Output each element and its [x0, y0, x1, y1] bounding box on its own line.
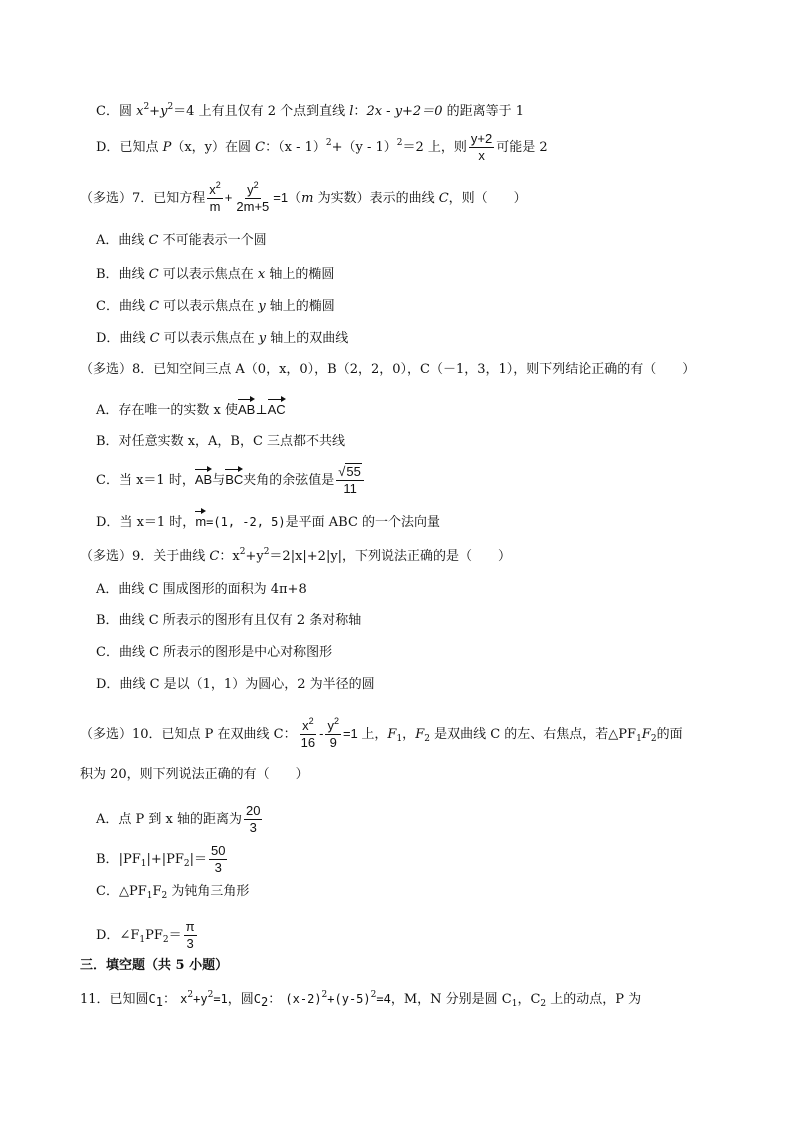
q10-stem: （多选）10．已知点 P 在双曲线 C： $\frac{x^2}{16}$ - $\frac{y^2}{9}$ =1 上，$F_1$，$F_2$ 是双曲线 C 的左、右焦点，若$\triangle PF_1F_2$的面: [80, 716, 683, 750]
q7-option-a: A．曲线 C 不可能表示一个圆: [96, 233, 267, 248]
fraction-20-3: $\frac{20}{3}$: [246, 803, 261, 835]
fraction: $\frac{y+2}{x}$: [470, 131, 493, 163]
q10-option-c: C．$\triangle PF_1F_2$ 为钝角三角形: [96, 884, 250, 901]
q10-option-a: A．点 P 到 x 轴的距离为 $\frac{20}{3}$: [96, 803, 261, 835]
q8-stem: （多选）8．已知空间三点 A（0，x，0），B（2，2，0），C（－1，3，1），则下列结论正确的有（ ）: [80, 362, 696, 377]
fraction-pi-3: $\frac{\pi}{3}$: [185, 919, 195, 951]
q8-option-b: B．对任意实数 x，A，B，C 三点都不共线: [96, 434, 346, 449]
q9-stem: （多选）9．关于曲线 C：$x^2+y^2=2|x|+2|y|$，下列说法正确的是（ ）: [80, 547, 512, 564]
fraction-sqrt55-11: $\frac{√55}{11}$: [336, 464, 364, 497]
q6-option-c: C．圆 $x^2+y^2=4$ 上有且仅有 2 个点到直线 l：2x - y+2＝0 的距离等于 1: [96, 102, 525, 119]
q7-option-b: B．曲线 C 可以表示焦点在 x 轴上的椭圆: [96, 267, 335, 282]
fraction-x2-m: $\frac{x^2}{m}$: [209, 180, 221, 214]
q7-option-c: C．曲线 C 可以表示焦点在 y 轴上的椭圆: [96, 299, 335, 314]
q8-option-a: A．存在唯一的实数 x 使AB⊥AC: [96, 398, 286, 420]
q9-option-b: B．曲线 C 所表示的图形有且仅有 2 条对称轴: [96, 613, 362, 628]
fraction-y2-2m5: $\frac{y^2}{2m+5}$: [236, 180, 270, 214]
q10-option-d: D．$\angle F_1PF_2=$ $\frac{\pi}{3}$: [96, 919, 195, 951]
fraction-x2-16: $\frac{x^2}{16}$: [300, 716, 316, 750]
fraction-y2-9: $\frac{y^2}{9}$: [327, 716, 339, 750]
q8-option-d: D．当 x＝1 时，m=(1, -2, 5)是平面 ABC 的一个法向量: [96, 510, 440, 532]
q10-stem-line2: 积为 20，则下列说法正确的有（ ）: [80, 767, 309, 782]
q9-option-c: C．曲线 C 所表示的图形是中心对称图形: [96, 645, 333, 660]
q10-option-b: B．$|PF_1|+|PF_2|=$ $\frac{50}{3}$: [96, 843, 226, 875]
fraction-50-3: $\frac{50}{3}$: [211, 843, 226, 875]
q7-option-d: D．曲线 C 可以表示焦点在 y 轴上的双曲线: [96, 331, 349, 346]
q9-option-a: A．曲线 C 围成图形的面积为 4π+8: [96, 582, 307, 597]
q7-stem: （多选）7．已知方程 $\frac{x^2}{m}$ + $\frac{y^2}{2m+5}$ =1（m 为实数）表示的曲线 C，则（ ）: [80, 180, 527, 214]
section-title: 三．填空题（共 5 小题）: [80, 958, 229, 973]
q11-stem: 11．已知圆$C_1$： $x^2+y^2=1$，圆$C_2$： $(x-2)^2+(y-5)^2=4$，M，N 分别是圆 $C_1$，$C_2$ 上的动点，P 为: [80, 990, 642, 1009]
q8-option-c: C．当 x＝1 时，AB与BC夹角的余弦值是 $\frac{√55}{11}$: [96, 464, 366, 497]
q9-option-d: D．曲线 C 是以（1，1）为圆心，2 为半径的圆: [96, 677, 375, 692]
q6-option-d: D．已知点 P（x，y）在圆 C：（x - 1）$^2$+（y - 1）$^2$＝2 上，则 $\frac{y+2}{x}$ 可能是 2: [96, 131, 548, 163]
